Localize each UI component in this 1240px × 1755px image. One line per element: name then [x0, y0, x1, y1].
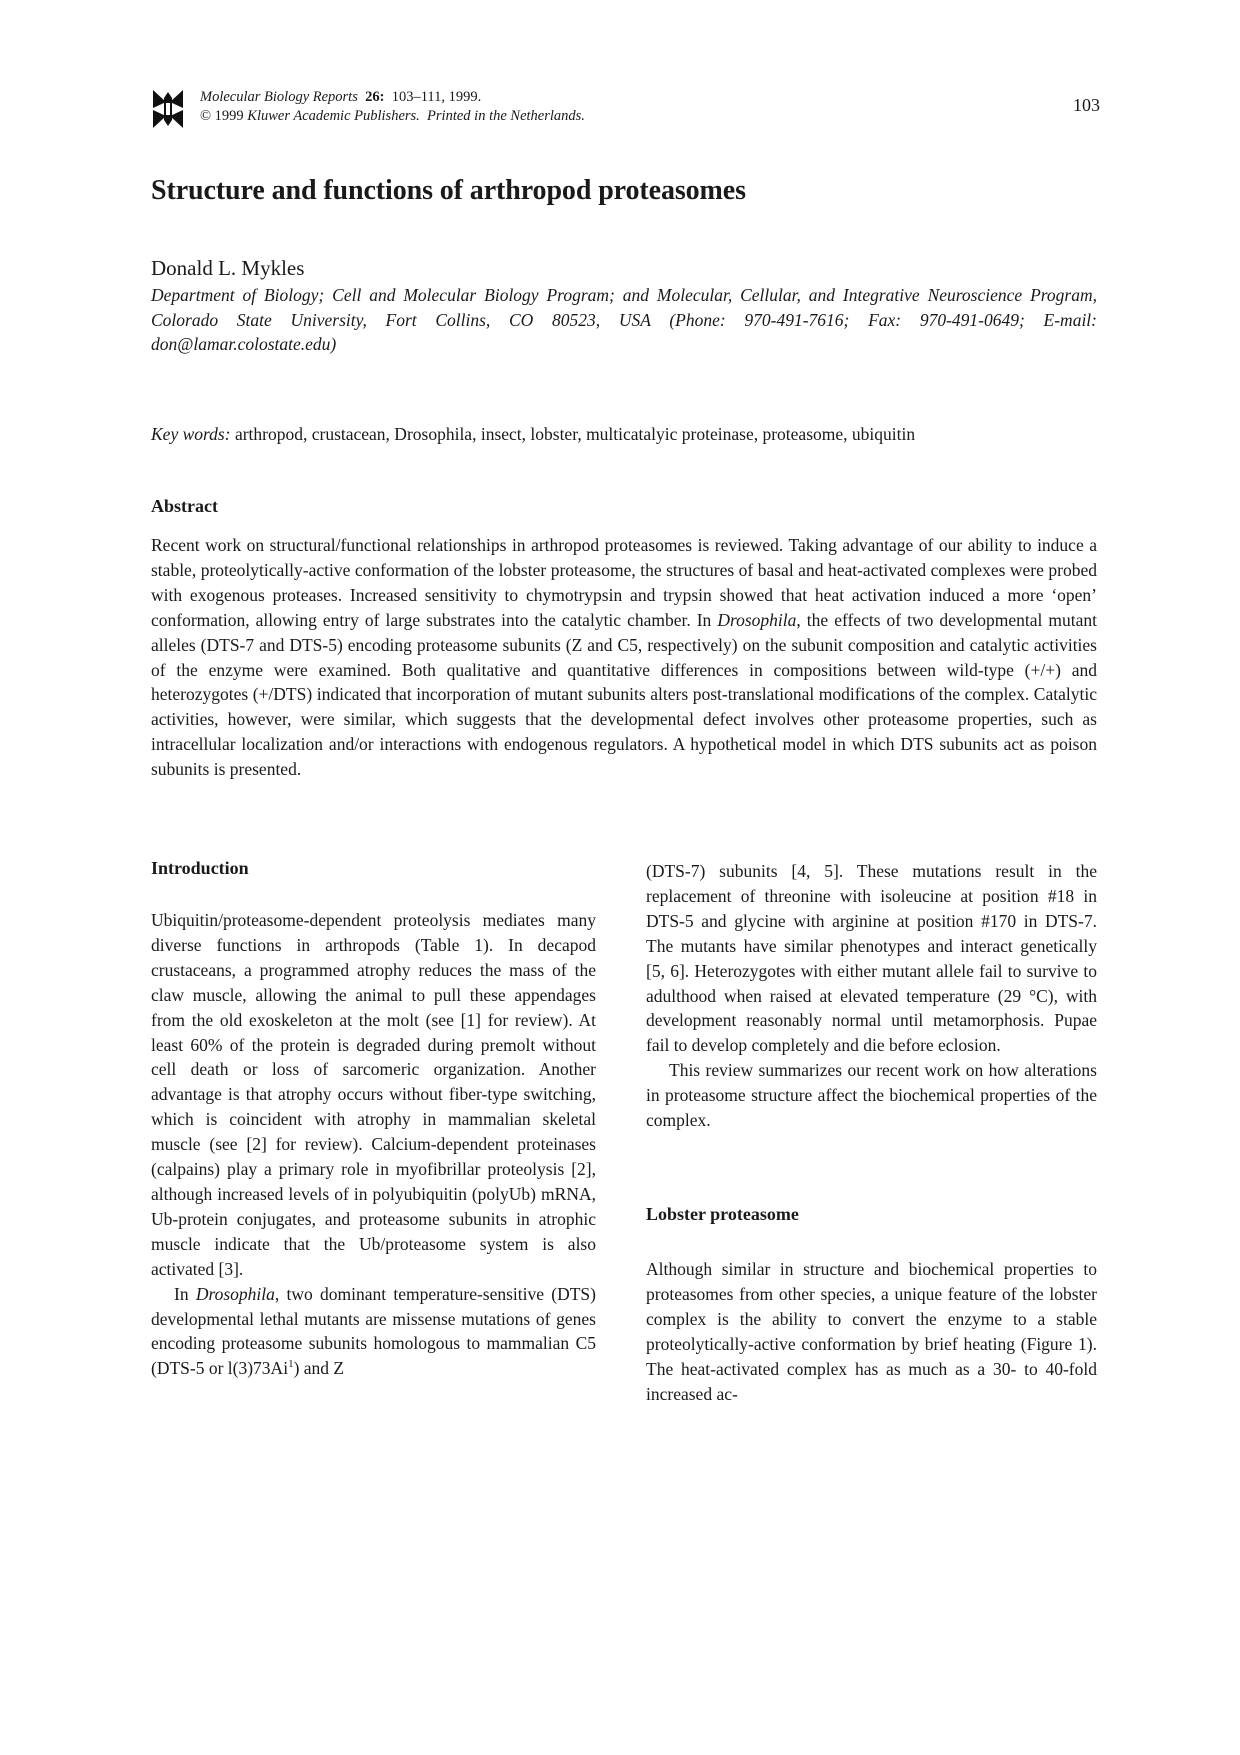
abstract-heading: Abstract [151, 496, 218, 516]
author-affiliation: Department of Biology; Cell and Molecular Biology Program; and Molecular, Cellular, and Integrative Neuroscience Program, Colorado State University, Fort Collins, CO 80523, USA (Phone: 970-491-7616; Fax: 970-491-0649; E-mail: don@lamar.colostate.edu) [151, 285, 1097, 354]
intro-p2-text-b: , two dominant temperature-sensitive (DTS) developmental lethal mutants are missense mutations of genes encoding proteasome subunits homologous to mammalian C5 (DTS-5 or l(3)73Ai [151, 1283, 596, 1379]
copyright-symbol: © [200, 108, 212, 124]
journal-volume: 26: [365, 89, 385, 105]
introduction-heading: Introduction [151, 858, 249, 878]
journal-citation [200, 88, 481, 106]
abstract-paragraph [151, 533, 1097, 782]
lobster-paragraph-1: Although similar in structure and biochemical properties to proteasomes from other species, a unique feature of the lobster complex is the ability to convert the enzyme to a stable proteolytically-active conformation by brief heating (Figure 1). The heat-activated complex has as much as a 30- to 40-fold increased ac- [646, 1259, 1097, 1404]
lobster-heading: Lobster proteasome [646, 1204, 799, 1224]
journal-name: Molecular Biology Reports [200, 89, 358, 105]
intro-paragraph-3: (DTS-7) subunits [4, 5]. These mutations result in the replacement of threonine with isoleucine at position #18 in DTS-5 and glycine with arginine at position #170 in DTS-7. The mutants have similar phenotypes and interact genetically [5, 6]. Heterozygotes with either mutant allele fail to survive to adulthood when raised at elevated temperature (29 °C), with development reasonably normal until metamorphosis. Pupae fail to develop completely and die before eclosion. [646, 861, 1097, 1056]
page-number: 103 [1073, 95, 1100, 115]
intro-paragraph-2 [151, 1282, 596, 1382]
abstract-italic-drosophila: Drosophila [717, 609, 797, 630]
journal-pages-year: 103–111, 1999. [391, 89, 482, 105]
author-name: Donald L. Mykles [151, 256, 305, 280]
article-title: Structure and functions of arthropod proteasomes [151, 175, 746, 206]
abstract-text-1: Recent work on structural/functional relationships in arthropod proteasomes is reviewed. Taking advantage of our ability to induce a stable, proteolytically-active conformation of the lobster proteasome, the structures of basal and heat-activated complexes were probed with exogenous proteases. Increased sensitivity to chymotrypsin and trypsin showed that heat activation induced a more ‘open’ conformation, allowing entry of large substrates into the catalytic chamber. In [151, 535, 1097, 630]
publisher-name: Kluwer Academic Publishers. [247, 108, 420, 124]
intro-p2-superscript: 1 [288, 1358, 294, 1371]
intro-paragraph-1: Ubiquitin/proteasome-dependent proteolysis mediates many diverse functions in arthropods (Table 1). In decapod crustaceans, a programmed atrophy reduces the mass of the claw muscle, allowing the animal to pull these appendages from the old exoskeleton at the molt (see [1] for review). At least 60% of the protein is degraded during premolt without cell death or loss of sarcomeric organization. Another advantage is that atrophy occurs without fiber-type switching, which is coincident with atrophy in mammalian skeletal muscle (see [2] for review). Calcium-dependent proteinases (calpains) play a primary role in myofibrillar proteolysis [2], although increased levels of in polyubiquitin (polyUb) mRNA, Ub-protein conjugates, and proteasome subunits in atrophic muscle indicate that the Ub/proteasome system is also activated [3]. [151, 910, 596, 1279]
publisher-logo-icon [151, 88, 185, 130]
intro-p2-text-a: In [174, 1283, 196, 1304]
intro-p2-italic-drosophila: Drosophila [195, 1283, 275, 1304]
copyright-year: 1999 [214, 108, 244, 124]
abstract-text-2: , the effects of two developmental mutant alleles (DTS-7 and DTS-5) encoding proteasome subunits (Z and C5, respectively) on the subunit composition and catalytic activities of the enzyme were examined. Both qualitative and quantitative differences in compositions between wild-type (+/+) and heterozygotes (+/DTS) indicated that incorporation of mutant subunits alters post-translational modifications of the complex. Catalytic activities, however, were similar, which suggests that the developmental defect involves other proteasome properties, such as intracellular localization and/or interactions with endogenous regulators. A hypothetical model in which DTS subunits act as poison subunits is presented. [151, 609, 1097, 780]
printed-location: Printed in the Netherlands. [427, 108, 585, 124]
keywords-label: Key words: [151, 424, 231, 444]
right-column-top [646, 859, 1097, 1133]
left-column [151, 908, 596, 1381]
copyright-line [200, 107, 585, 125]
keywords-text: arthropod, crustacean, Drosophila, insect, lobster, multicatalyic proteinase, proteasome, ubiquitin [230, 424, 916, 444]
intro-paragraph-4: This review summarizes our recent work on how alterations in proteasome structure affect the biochemical properties of the complex. [646, 1060, 1097, 1131]
intro-p2-text-c: ) and Z [293, 1358, 345, 1379]
keywords [151, 422, 1111, 446]
